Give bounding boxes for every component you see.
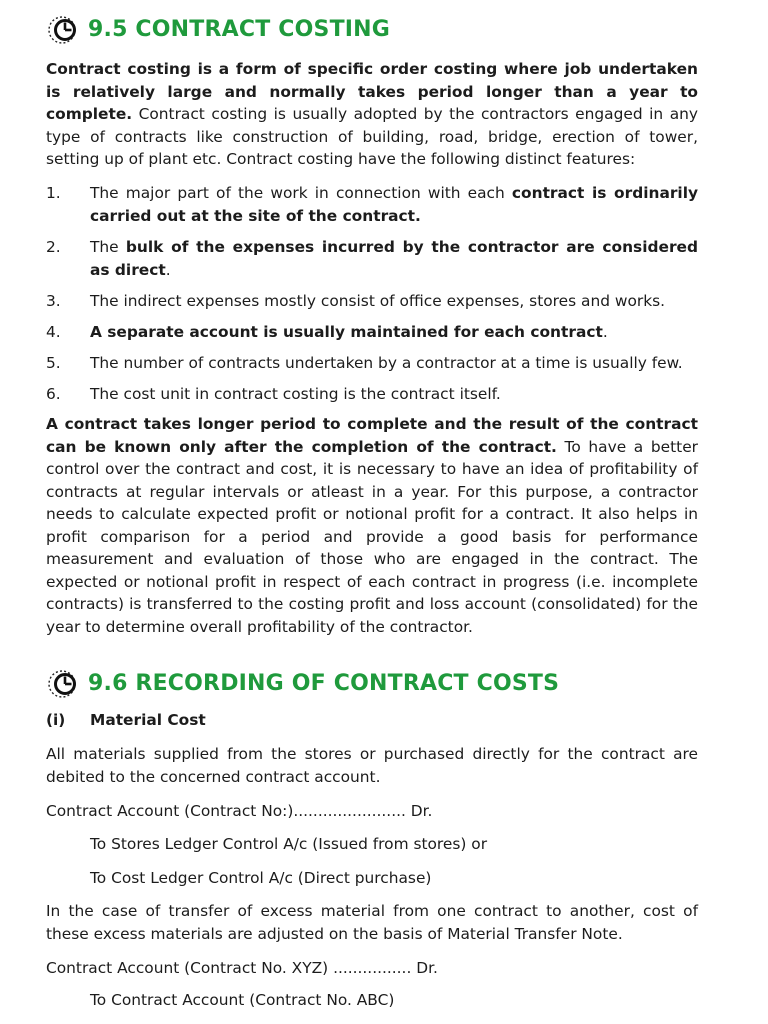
list-number: 4. <box>46 323 61 341</box>
list-text: The <box>90 238 126 256</box>
list-text: The major part of the work in connection with each <box>90 184 512 202</box>
material-paragraph <box>46 743 698 788</box>
section-heading-9-5 <box>42 9 390 49</box>
section-title: 9.5 CONTRACT COSTING <box>88 16 391 42</box>
closing-paragraph <box>46 413 698 638</box>
journal-entry-credit: To Contract Account (Contract No. ABC) <box>90 991 395 1009</box>
list-number: 6. <box>46 385 61 403</box>
closing-bold-text: A contract takes longer period to complete and the result of the contract can be known only after the completion of the contract. <box>46 415 698 456</box>
section-heading-9-6 <box>42 663 559 703</box>
journal-entry-debit: Contract Account (Contract No:)....................... Dr. <box>46 802 433 820</box>
list-bold-text: bulk of the expenses incurred by the contractor are considered as direct <box>90 238 698 279</box>
subsection-heading <box>46 711 206 729</box>
list-number: 3. <box>46 292 61 310</box>
intro-bold-text: Contract costing is a form of specific order costing where job undertaken is relatively large and normally takes period longer than a year to complete. <box>46 60 698 123</box>
list-text-end: . <box>602 323 608 341</box>
journal-entry-credit: To Cost Ledger Control A/c (Direct purchase) <box>90 869 432 887</box>
list-number: 5. <box>46 354 61 372</box>
list-number: 1. <box>46 184 61 202</box>
list-bold-text: A separate account is usually maintained for each contract <box>90 323 603 341</box>
list-bold-text: contract is ordinarily carried out at the site of the contract. <box>90 184 698 225</box>
section-title: 9.6 RECORDING OF CONTRACT COSTS <box>88 670 560 696</box>
transfer-text: In the case of transfer of excess material from one contract to another, cost of these excess materials are adjusted on the basis of Material Transfer Note. <box>46 902 698 943</box>
list-text-end: . <box>165 260 171 279</box>
list-text: The cost unit in contract costing is the contract itself. <box>90 385 501 403</box>
material-text: All materials supplied from the stores or purchased directly for the contract are debited to the concerned contract account. <box>46 745 698 786</box>
list-number: 2. <box>46 238 61 256</box>
intro-paragraph <box>46 58 698 171</box>
closing-text: To have a better control over the contract and cost, it is necessary to have an idea of profitability of contracts at regular intervals or atleast in a year. For this purpose, a contractor needs to calculate expected profit or notional profit for a contract. It also helps in profit comparison for a period and provide a good basis for performance measurement and evaluation of those who are engaged in the contract. The expected or notional profit in respect of each contract in progress (i.e. incomplete contracts) is transferred to the costing profit and loss account (consolidated) for the year to determine overall profitability of the contractor. <box>46 437 698 636</box>
list-text: The number of contracts undertaken by a contractor at a time is usually few. <box>90 354 683 372</box>
section-clock-icon <box>42 9 82 49</box>
journal-entry-credit: To Stores Ledger Control A/c (Issued from stores) or <box>90 835 488 853</box>
subsection-number: (i) <box>46 711 66 729</box>
section-clock-icon <box>42 663 82 703</box>
list-text: The indirect expenses mostly consist of office expenses, stores and works. <box>90 292 666 310</box>
transfer-paragraph <box>46 900 698 945</box>
intro-text: Contract costing is usually adopted by the contractors engaged in any type of contracts like construction of building, road, bridge, erection of tower, setting up of plant etc. Contract costing have the following distinct features: <box>46 105 698 168</box>
subsection-title: Material Cost <box>90 711 206 729</box>
journal-entry-debit: Contract Account (Contract No. XYZ) ................ Dr. <box>46 959 438 977</box>
